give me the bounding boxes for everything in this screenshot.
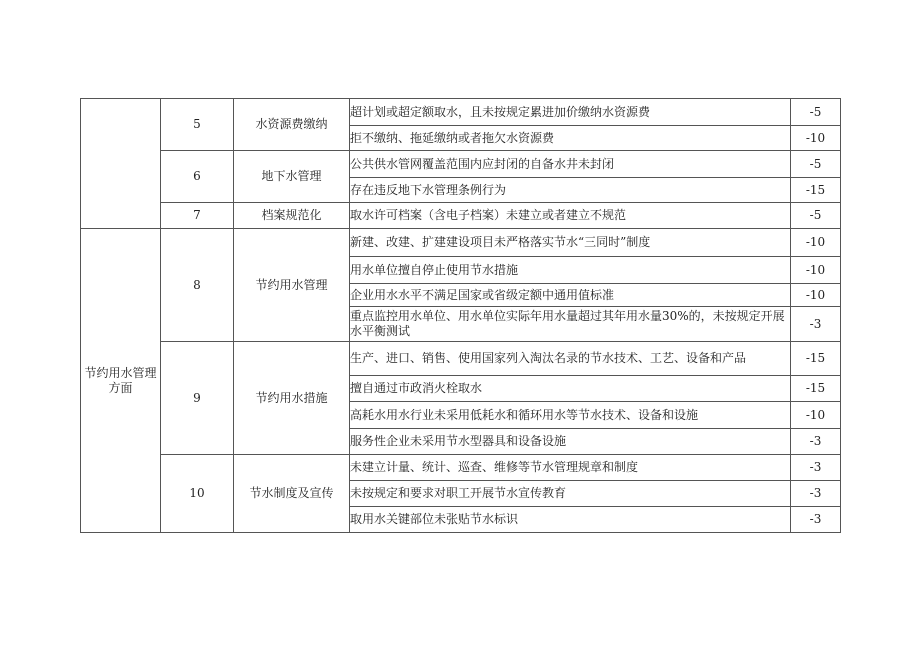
item-name: 节约用水管理 <box>234 229 350 342</box>
violation-description: 未建立计量、统计、巡查、维修等节水管理规章和制度 <box>350 455 791 481</box>
deduction-score: -10 <box>791 257 841 284</box>
violation-description: 重点监控用水单位、用水单位实际年用水量超过其年用水量30%的，未按规定开展水平衡测试 <box>350 307 791 342</box>
table-row <box>81 455 841 481</box>
category-cell <box>81 229 161 533</box>
deduction-score: -3 <box>791 507 841 533</box>
violation-description: 生产、进口、销售、使用国家列入淘汰名录的节水技术、工艺、设备和产品 <box>350 342 791 376</box>
scoring-table <box>80 98 841 533</box>
deduction-score: -10 <box>791 284 841 307</box>
category-cell <box>81 99 161 229</box>
deduction-score: -3 <box>791 307 841 342</box>
violation-description: 新建、改建、扩建建设项目未严格落实节水“三同时”制度 <box>350 229 791 257</box>
violation-description: 公共供水管网覆盖范围内应封闭的自备水井未封闭 <box>350 151 791 178</box>
item-number: 7 <box>161 203 234 229</box>
violation-description: 擅自通过市政消火栓取水 <box>350 376 791 402</box>
violation-description: 服务性企业未采用节水型器具和设备设施 <box>350 429 791 455</box>
violation-description: 存在违反地下水管理条例行为 <box>350 178 791 203</box>
table-row <box>81 203 841 229</box>
deduction-score: -10 <box>791 402 841 429</box>
table-row <box>81 342 841 376</box>
item-number: 10 <box>161 455 234 533</box>
deduction-score: -3 <box>791 481 841 507</box>
deduction-score: -5 <box>791 151 841 178</box>
deduction-score: -3 <box>791 429 841 455</box>
table-row <box>81 99 841 126</box>
violation-description: 拒不缴纳、拖延缴纳或者拖欠水资源费 <box>350 126 791 151</box>
deduction-score: -10 <box>791 229 841 257</box>
item-name: 水资源费缴纳 <box>234 99 350 151</box>
table-row <box>81 229 841 257</box>
violation-description: 未按规定和要求对职工开展节水宣传教育 <box>350 481 791 507</box>
item-name: 节水制度及宣传 <box>234 455 350 533</box>
table-row <box>81 151 841 178</box>
deduction-score: -5 <box>791 203 841 229</box>
item-name: 档案规范化 <box>234 203 350 229</box>
deduction-score: -15 <box>791 178 841 203</box>
violation-description: 取用水关键部位未张贴节水标识 <box>350 507 791 533</box>
item-name: 地下水管理 <box>234 151 350 203</box>
violation-description: 超计划或超定额取水，且未按规定累进加价缴纳水资源费 <box>350 99 791 126</box>
table-body <box>81 99 841 533</box>
violation-description: 取水许可档案（含电子档案）未建立或者建立不规范 <box>350 203 791 229</box>
deduction-score: -10 <box>791 126 841 151</box>
deduction-score: -15 <box>791 376 841 402</box>
violation-description: 用水单位擅自停止使用节水措施 <box>350 257 791 284</box>
item-number: 9 <box>161 342 234 455</box>
item-name: 节约用水措施 <box>234 342 350 455</box>
item-number: 6 <box>161 151 234 203</box>
item-number: 8 <box>161 229 234 342</box>
violation-description: 高耗水用水行业未采用低耗水和循环用水等节水技术、设备和设施 <box>350 402 791 429</box>
item-number: 5 <box>161 99 234 151</box>
violation-description: 企业用水水平不满足国家或省级定额中通用值标准 <box>350 284 791 307</box>
deduction-score: -3 <box>791 455 841 481</box>
deduction-score: -15 <box>791 342 841 376</box>
deduction-score: -5 <box>791 99 841 126</box>
category-label: 节约用水管理方面 <box>84 365 157 395</box>
